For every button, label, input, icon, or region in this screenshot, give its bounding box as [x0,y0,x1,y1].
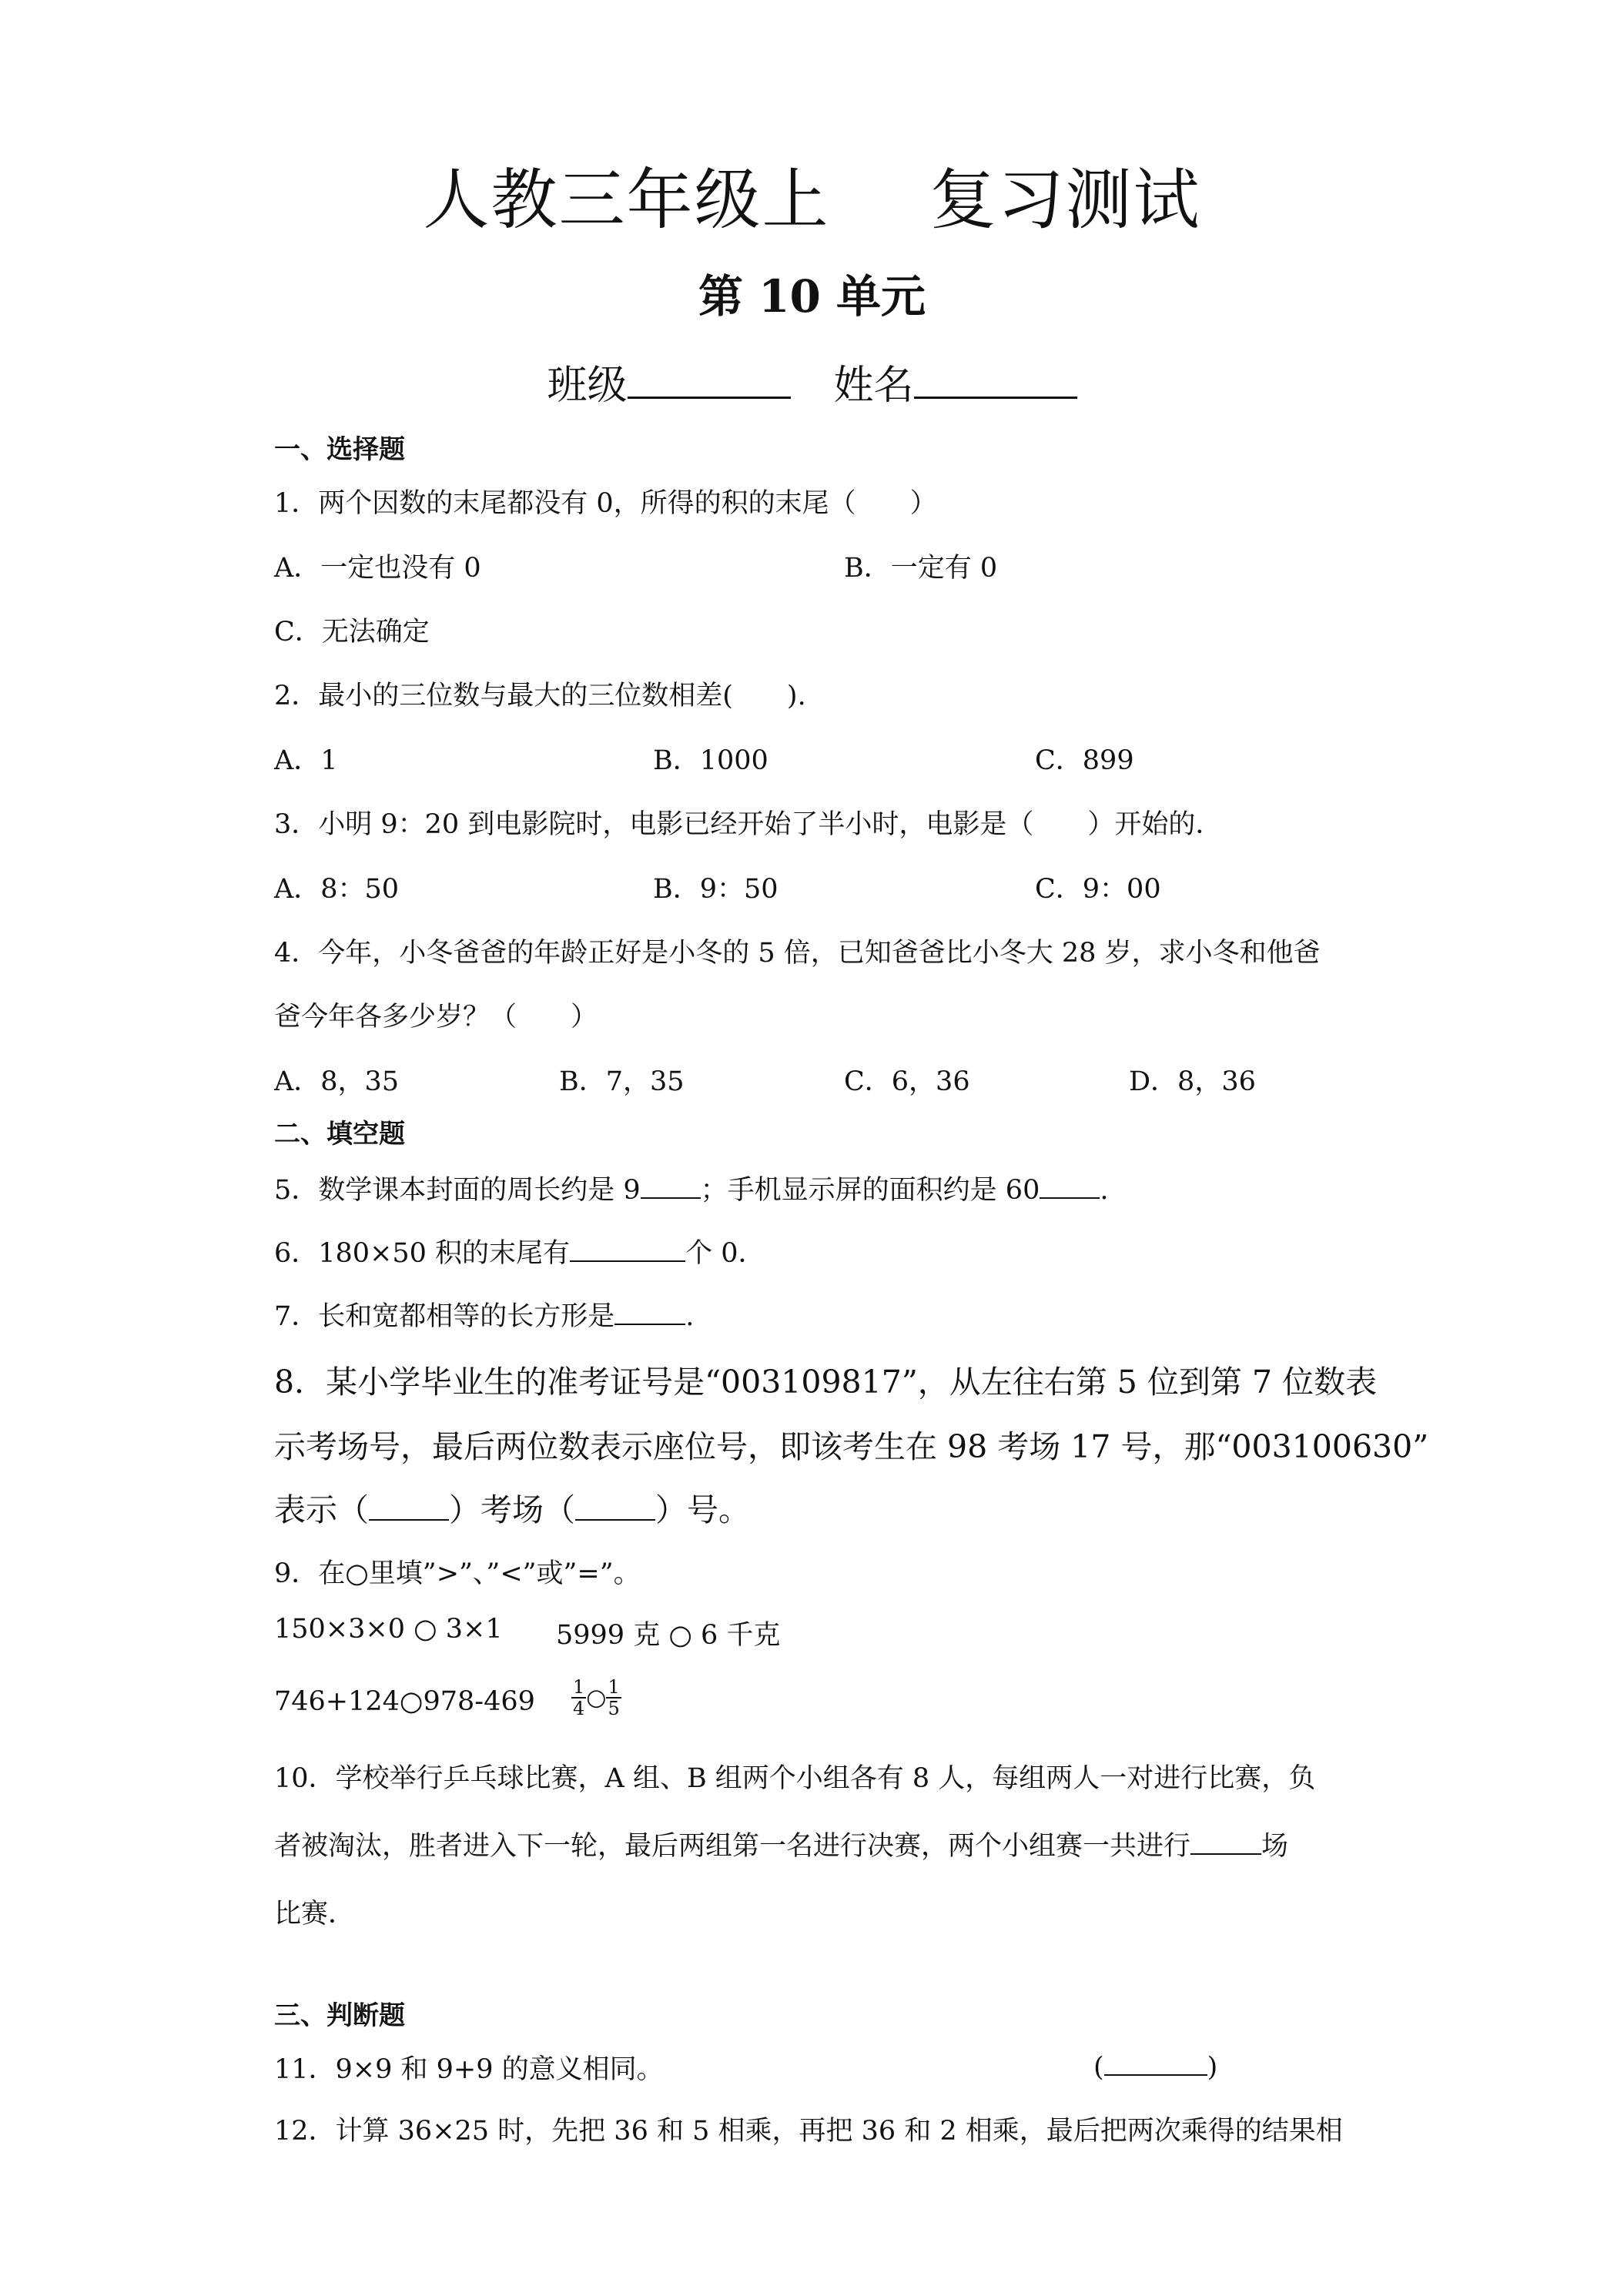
q7-line [274,1295,694,1334]
name-label: 姓名 [833,363,914,409]
q3-option-b[interactable]: B．9：50 [653,874,779,905]
q2-option-b[interactable]: B．1000 [653,745,768,776]
q8-blank-2[interactable] [575,1488,655,1521]
q8-line3-b: ）考场（ [449,1491,575,1528]
q10-line3: 比赛． [274,1899,356,1930]
q5-part1: 5．数学课本封面的周长约是 9 [274,1175,641,1206]
q8-line2: 示考场号，最后两位数表示座位号，即该考生在 98 考场 17 号，那“003100630” [274,1428,1429,1465]
q4-option-c[interactable]: C．6，36 [844,1066,970,1097]
q10-blank[interactable] [1190,1827,1261,1855]
fraction-2 [606,1677,621,1719]
q11-paren-open: ( [1093,2052,1104,2083]
q7-part2: . [685,1301,695,1332]
q5-line [274,1169,1108,1207]
q8-line3-c: ）号。 [655,1491,750,1528]
q11-stem: 11．9×9 和 9+9 的意义相同。 [274,2054,664,2085]
q4-option-b[interactable]: B．7，35 [559,1066,685,1097]
q9-stem: 9．在○里填”>”、”<”或”=”。 [274,1558,641,1589]
q3-option-a[interactable]: A．8：50 [274,874,400,905]
q2-option-c[interactable]: C．899 [1035,745,1134,776]
q9-row1-a[interactable]: 150×3×0 ○ 3×1 [274,1614,503,1645]
q8-line1: 8．某小学毕业生的准考证号是“003109817”，从左往右第 5 位到第 7 位数表 [274,1364,1378,1401]
q10-line2-b: 场 [1261,1831,1289,1862]
fraction-1 [571,1677,586,1719]
q9-row1-b[interactable]: 5999 克 ○ 6 千克 [556,1620,781,1651]
q3-stem: 3．小明 9：20 到电影院时，电影已经开始了半小时，电影是（ ）开始的． [274,809,1223,840]
q11-paren-close: ) [1207,2052,1218,2083]
section-heading-fill: 二、填空题 [274,1119,405,1150]
q4-option-a[interactable]: A．8，35 [274,1066,400,1097]
title-right: 复习测试 [929,162,1201,239]
q11-blank[interactable] [1104,2048,1207,2076]
q1-option-b[interactable]: B．一定有 0 [844,553,998,584]
q9-row2-a[interactable]: 746+124○978-469 [274,1686,535,1717]
class-label: 班级 [547,363,628,409]
class-blank[interactable] [628,360,791,399]
q8-line3-a: 表示（ [274,1491,369,1528]
q9-row2-fractions[interactable] [571,1677,621,1719]
fraction-1-denominator: 4 [573,1698,585,1719]
q12-stem: 12．计算 36×25 时，先把 36 和 5 相乘，再把 36 和 2 相乘，最后把两次乘得的结果相 [274,2116,1343,2147]
q7-blank[interactable] [614,1297,685,1325]
q4-stem-line2: 爸今年各多少岁？（ ） [274,1002,598,1033]
fraction-1-numerator: 1 [573,1676,585,1698]
q4-stem-line1: 4．今年，小冬爸爸的年龄正好是小冬的 5 倍，已知爸爸比小冬大 28 岁，求小冬和他爸 [274,938,1321,969]
q10-line1: 10．学校举行乒乓球比赛，A 组、B 组两个小组各有 8 人，每组两人一对进行比赛，负 [274,1763,1316,1794]
q7-part1: 7．长和宽都相等的长方形是 [274,1301,615,1332]
q4-option-d[interactable]: D．8，36 [1129,1066,1256,1097]
q3-option-c[interactable]: C．9：00 [1035,874,1161,905]
fraction-2-denominator: 5 [608,1698,620,1719]
q1-option-c[interactable]: C．无法确定 [274,617,430,648]
unit-title: 第 10 单元 [698,270,926,323]
q5-part2: ；手机显示屏的面积约是 60 [700,1175,1040,1206]
q8-line3 [274,1484,750,1530]
section-heading-choice: 一、选择题 [274,434,405,465]
q6-blank[interactable] [570,1234,685,1262]
q5-blank-2[interactable] [1040,1171,1100,1199]
q11-answer[interactable] [1093,2048,1217,2083]
q8-blank-1[interactable] [369,1488,449,1521]
title-left: 人教三年级上 [423,162,830,239]
q6-part2: 个 0． [685,1238,765,1269]
section-heading-judge: 三、判断题 [274,2000,405,2031]
class-name-row [0,353,1624,410]
q6-part1: 6．180×50 积的末尾有 [274,1238,571,1269]
name-blank[interactable] [914,360,1077,399]
fraction-2-numerator: 1 [608,1676,620,1698]
q1-stem: 1．两个因数的末尾都没有 0，所得的积的末尾（ ） [274,488,937,519]
q5-part3: . [1100,1175,1109,1206]
q10-line2 [274,1825,1288,1863]
page-title [0,146,1624,242]
q6-line [274,1232,765,1270]
q2-option-a[interactable]: A．1 [274,745,338,776]
compare-circle[interactable]: ○ [586,1684,607,1712]
q5-blank-1[interactable] [641,1171,701,1199]
q1-option-a[interactable]: A．一定也没有 0 [274,553,481,584]
q2-stem: 2．最小的三位数与最大的三位数相差( ). [274,681,806,711]
q10-line2-a: 者被淘汰，胜者进入下一轮，最后两组第一名进行决赛，两个小组赛一共进行 [274,1831,1191,1862]
